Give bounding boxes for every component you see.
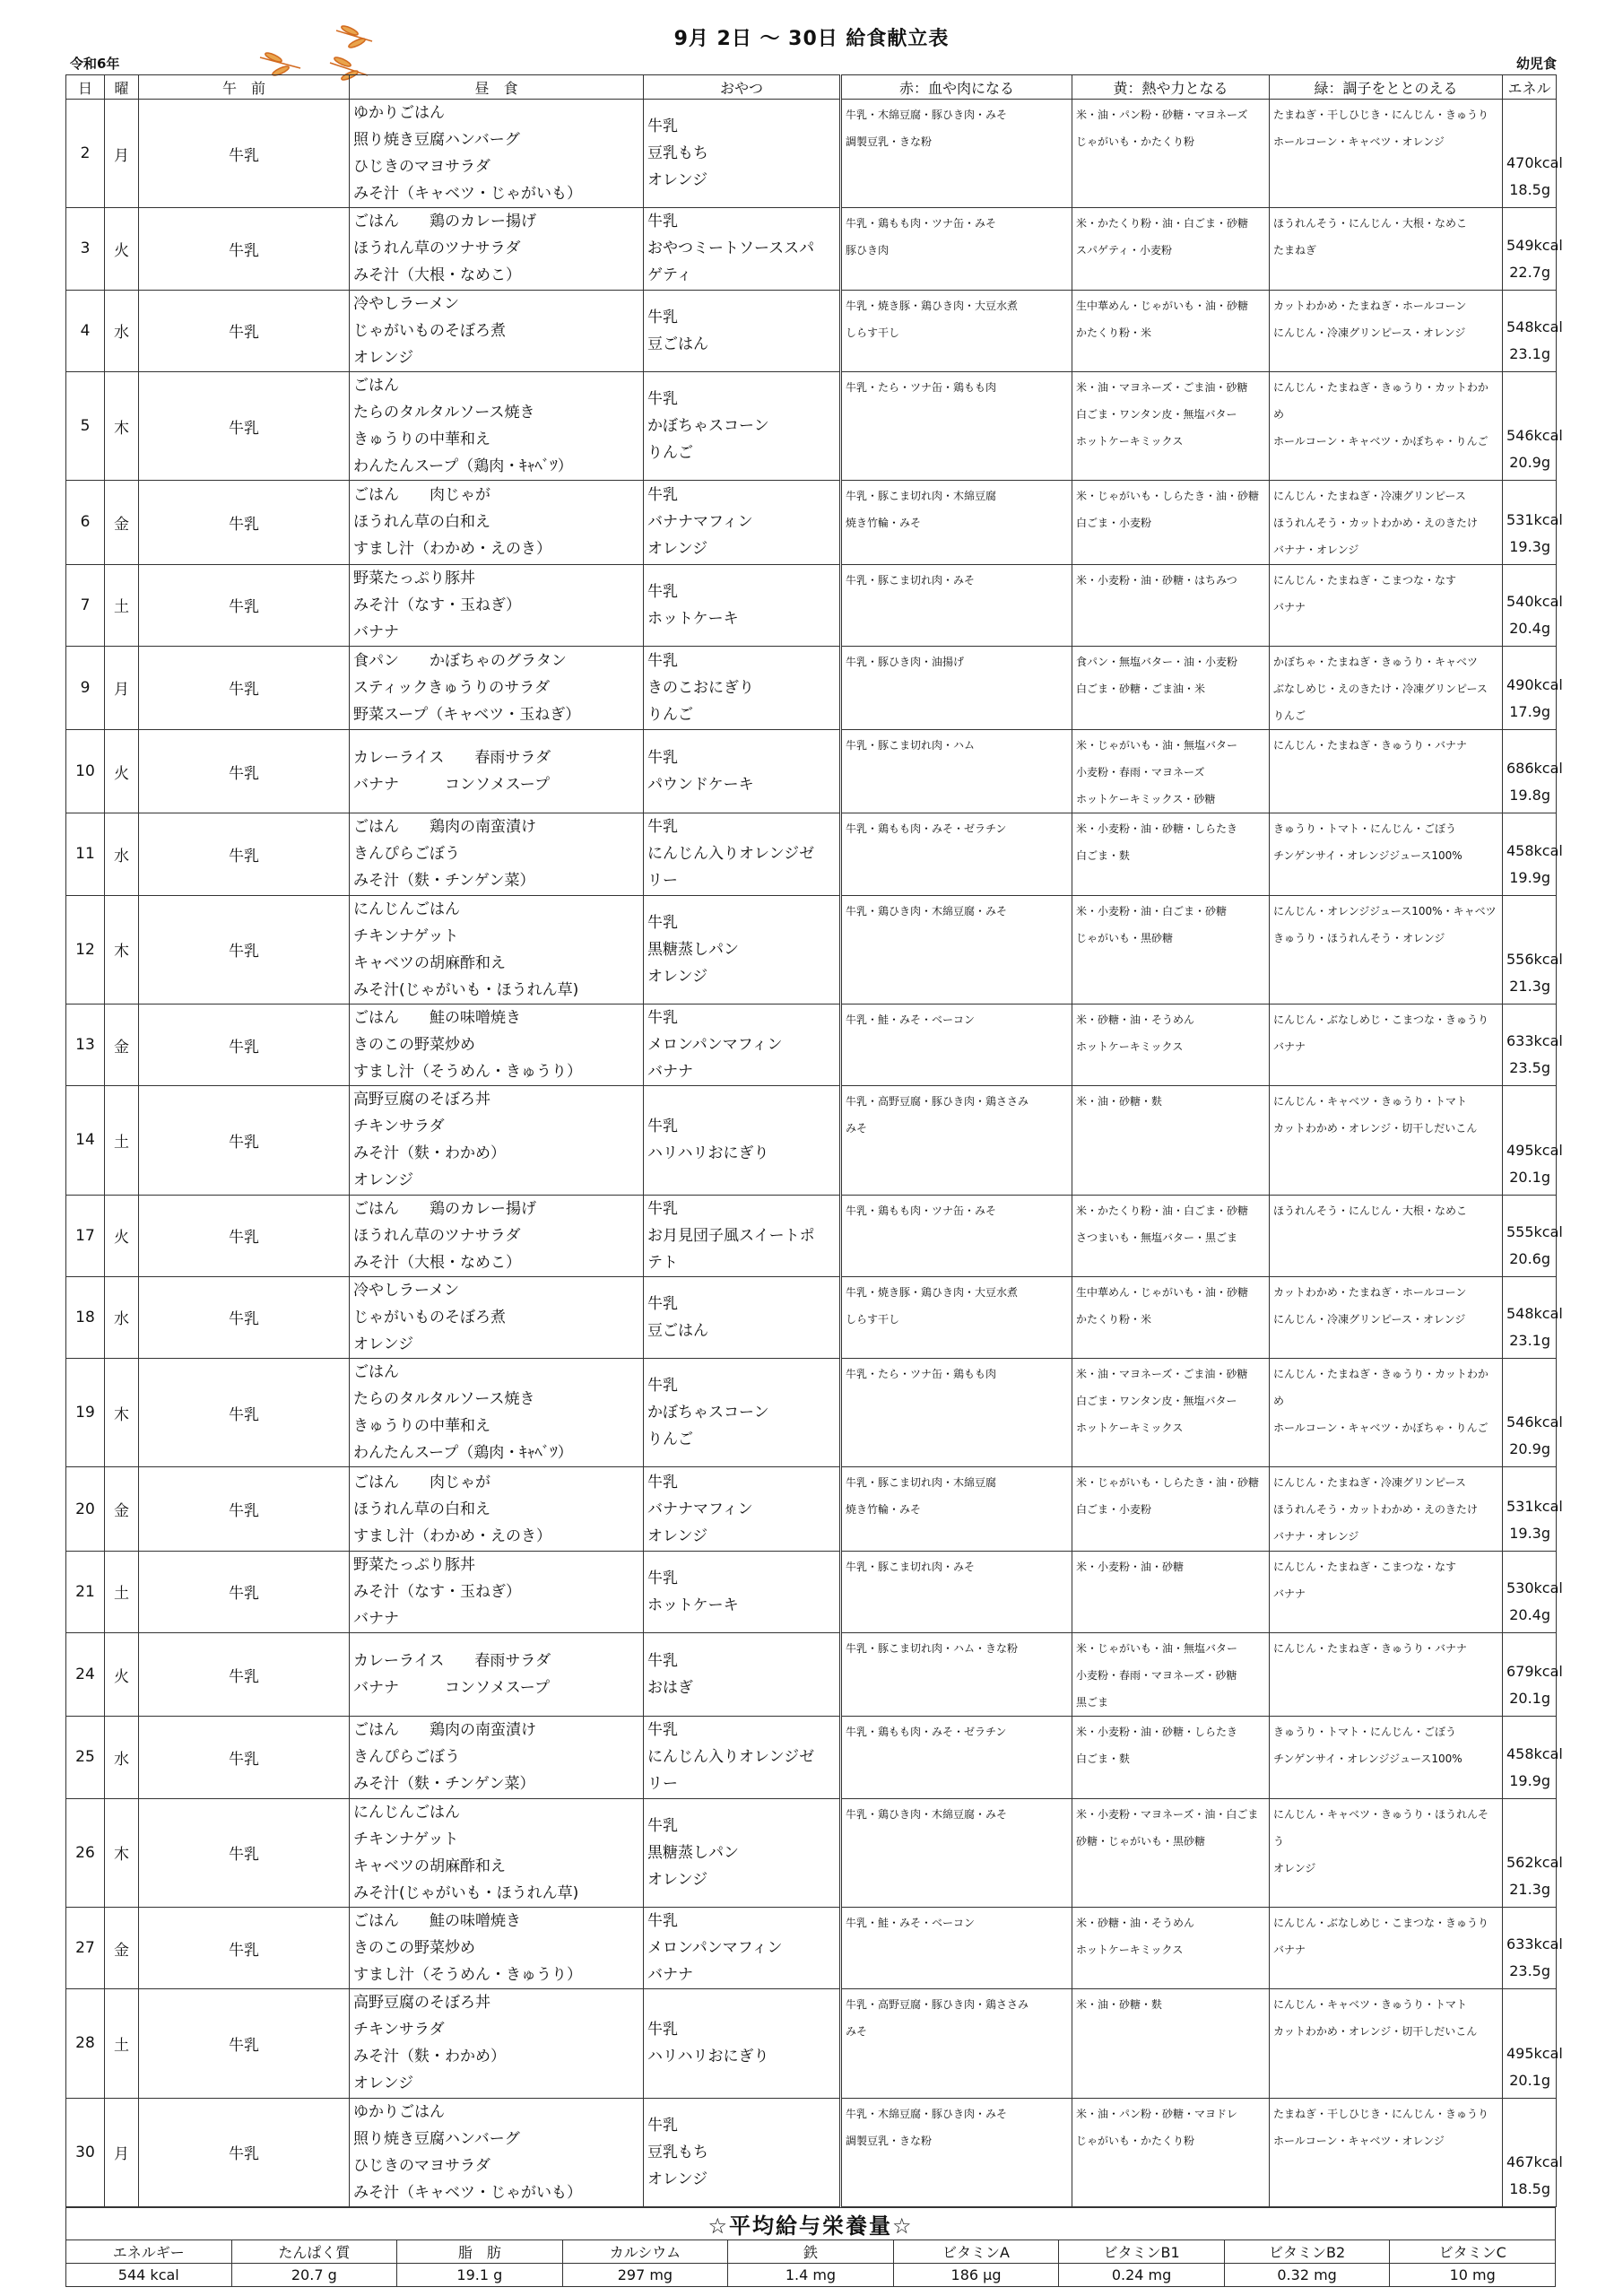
menu-green-group: にんじん・たまねぎ・冷凍グリンピース ほうれんそう・カットわかめ・えのきたけ バナナ・オレンジ <box>1270 1467 1503 1551</box>
menu-lunch: ごはん 鶏のカレー揚げ ほうれん草のツナサラダ みそ汁（大根・なめこ） <box>350 1195 644 1276</box>
menu-yellow-group: 米・小麦粉・油・砂糖 <box>1072 1551 1270 1632</box>
header-snack: おやつ <box>644 75 841 100</box>
menu-snack: 牛乳 かぼちゃスコーン りんご <box>644 371 841 480</box>
menu-yellow-group: 米・じゃがいも・油・無塩バター 小麦粉・春雨・マヨネーズ ホットケーキミックス・砂糖 <box>1072 730 1270 813</box>
menu-green-group: カットわかめ・たまねぎ・ホールコーン にんじん・冷凍グリンピース・オレンジ <box>1270 1276 1503 1358</box>
menu-snack: 牛乳 黒糖蒸しパン オレンジ <box>644 895 841 1004</box>
menu-energy: 548kcal 23.1g <box>1503 290 1557 371</box>
menu-yellow-group: 米・じゃがいも・油・無塩バター 小麦粉・春雨・マヨネーズ・砂糖 黒ごま <box>1072 1632 1270 1716</box>
menu-lunch: 高野豆腐のそぼろ丼 チキンサラダ みそ汁（麩・わかめ） オレンジ <box>350 1086 644 1195</box>
menu-green-group: にんじん・たまねぎ・冷凍グリンピース ほうれんそう・カットわかめ・えのきたけ バナナ・オレンジ <box>1270 481 1503 564</box>
average-value: 10 mg <box>1390 2264 1556 2287</box>
menu-day: 27 <box>66 1907 105 1988</box>
menu-snack: 牛乳 メロンパンマフィン バナナ <box>644 1907 841 1988</box>
menu-green-group: にんじん・たまねぎ・こまつな・なす バナナ <box>1270 1551 1503 1632</box>
table-row <box>66 564 1557 646</box>
menu-lunch: 野菜たっぷり豚丼 みそ汁（なす・玉ねぎ） バナナ <box>350 1551 644 1632</box>
menu-energy: 546kcal 20.9g <box>1503 1359 1557 1467</box>
menu-day: 3 <box>66 208 105 290</box>
menu-day: 4 <box>66 290 105 371</box>
menu-green-group: たまねぎ・干しひじき・にんじん・きゅうり ホールコーン・キャベツ・オレンジ <box>1270 100 1503 208</box>
menu-day: 24 <box>66 1632 105 1716</box>
menu-snack: 牛乳 豆ごはん <box>644 1276 841 1358</box>
menu-lunch: ごはん 鮭の味噌焼き きのこの野菜炒め すまし汁（そうめん・きゅうり） <box>350 1907 644 1988</box>
menu-green-group: にんじん・ぶなしめじ・こまつな・きゅうり バナナ <box>1270 1907 1503 1988</box>
menu-yellow-group: 米・かたくり粉・油・白ごま・砂糖 さつまいも・無塩バター・黒ごま <box>1072 1195 1270 1276</box>
menu-red-group: 牛乳・豚こま切れ肉・みそ <box>841 564 1072 646</box>
average-label: 脂 肪 <box>397 2240 563 2264</box>
menu-morning: 牛乳 <box>139 813 350 895</box>
menu-snack: 牛乳 メロンパンマフィン バナナ <box>644 1004 841 1085</box>
menu-green-group: たまねぎ・干しひじき・にんじん・きゅうり ホールコーン・キャベツ・オレンジ <box>1270 2098 1503 2207</box>
menu-green-group: にんじん・キャベツ・きゅうり・トマト カットわかめ・オレンジ・切干しだいこん <box>1270 1086 1503 1195</box>
header-dow: 曜 <box>105 75 139 100</box>
average-value-row <box>66 2264 1556 2287</box>
menu-day: 12 <box>66 895 105 1004</box>
menu-day-of-week: 火 <box>105 1632 139 1716</box>
menu-energy: 549kcal 22.7g <box>1503 208 1557 290</box>
menu-yellow-group: 米・油・マヨネーズ・ごま油・砂糖 白ごま・ワンタン皮・無塩バター ホットケーキミックス <box>1072 1359 1270 1467</box>
menu-snack: 牛乳 バナナマフィン オレンジ <box>644 1467 841 1551</box>
menu-day-of-week: 水 <box>105 1276 139 1358</box>
category-label: 幼児食 <box>1515 56 1557 72</box>
menu-green-group: にんじん・たまねぎ・きゅうり・カットわかめ ホールコーン・キャベツ・かぼちゃ・りんご <box>1270 1359 1503 1467</box>
menu-energy: 495kcal 20.1g <box>1503 1086 1557 1195</box>
page-title: 9月 2日 〜 30日 給食献立表 <box>673 28 950 50</box>
header-day: 日 <box>66 75 105 100</box>
menu-red-group: 牛乳・鶏もも肉・みそ・ゼラチン <box>841 1717 1072 1798</box>
menu-morning: 牛乳 <box>139 1907 350 1988</box>
menu-red-group: 牛乳・木綿豆腐・豚ひき肉・みそ 調製豆乳・きな粉 <box>841 100 1072 208</box>
table-row <box>66 1632 1557 1716</box>
average-value: 20.7 g <box>231 2264 397 2287</box>
menu-morning: 牛乳 <box>139 1632 350 1716</box>
menu-morning: 牛乳 <box>139 1086 350 1195</box>
average-value: 0.24 mg <box>1059 2264 1225 2287</box>
menu-day: 28 <box>66 1989 105 2098</box>
menu-red-group: 牛乳・高野豆腐・豚ひき肉・鶏ささみ みそ <box>841 1989 1072 2098</box>
menu-day-of-week: 水 <box>105 290 139 371</box>
menu-energy: 555kcal 20.6g <box>1503 1195 1557 1276</box>
menu-day-of-week: 木 <box>105 1359 139 1467</box>
menu-morning: 牛乳 <box>139 1004 350 1085</box>
menu-day-of-week: 月 <box>105 100 139 208</box>
average-value: 0.32 mg <box>1224 2264 1390 2287</box>
menu-green-group: きゅうり・トマト・にんじん・ごぼう チンゲンサイ・オレンジジュース100% <box>1270 813 1503 895</box>
average-value: 297 mg <box>562 2264 728 2287</box>
average-table <box>65 2207 1556 2287</box>
menu-day-of-week: 木 <box>105 371 139 480</box>
menu-morning: 牛乳 <box>139 1717 350 1798</box>
menu-yellow-group: 米・砂糖・油・そうめん ホットケーキミックス <box>1072 1004 1270 1085</box>
menu-snack: 牛乳 豆乳もち オレンジ <box>644 100 841 208</box>
menu-day-of-week: 土 <box>105 1989 139 2098</box>
average-nutrition <box>65 2207 1556 2283</box>
average-label: ビタミンA <box>893 2240 1059 2264</box>
table-row <box>66 1551 1557 1632</box>
menu-day-of-week: 水 <box>105 1717 139 1798</box>
menu-day-of-week: 金 <box>105 1467 139 1551</box>
menu-lunch: ごはん 鮭の味噌焼き きのこの野菜炒め すまし汁（そうめん・きゅうり） <box>350 1004 644 1085</box>
menu-yellow-group: 米・小麦粉・油・砂糖・しらたき 白ごま・麩 <box>1072 1717 1270 1798</box>
menu-red-group: 牛乳・たら・ツナ缶・鶏もも肉 <box>841 371 1072 480</box>
menu-day: 17 <box>66 1195 105 1276</box>
table-row <box>66 1717 1557 1798</box>
menu-snack: 牛乳 ホットケーキ <box>644 564 841 646</box>
average-label-row <box>66 2240 1556 2264</box>
menu-red-group: 牛乳・たら・ツナ缶・鶏もも肉 <box>841 1359 1072 1467</box>
menu-energy: 540kcal 20.4g <box>1503 564 1557 646</box>
menu-energy: 531kcal 19.3g <box>1503 481 1557 564</box>
menu-energy: 530kcal 20.4g <box>1503 1551 1557 1632</box>
menu-morning: 牛乳 <box>139 1359 350 1467</box>
table-row <box>66 1276 1557 1358</box>
menu-morning: 牛乳 <box>139 290 350 371</box>
average-value: 1.4 mg <box>728 2264 894 2287</box>
menu-energy: 556kcal 21.3g <box>1503 895 1557 1004</box>
era-label: 令和6年 <box>70 56 120 72</box>
menu-snack: 牛乳 ハリハリおにぎり <box>644 1086 841 1195</box>
menu-green-group: にんじん・たまねぎ・こまつな・なす バナナ <box>1270 564 1503 646</box>
menu-energy: 467kcal 18.5g <box>1503 2098 1557 2207</box>
menu-snack: 牛乳 ハリハリおにぎり <box>644 1989 841 2098</box>
menu-red-group: 牛乳・焼き豚・鶏ひき肉・大豆水煮 しらす干し <box>841 290 1072 371</box>
menu-snack: 牛乳 にんじん入りオレンジゼ リー <box>644 1717 841 1798</box>
menu-day-of-week: 金 <box>105 1907 139 1988</box>
menu-energy: 490kcal 17.9g <box>1503 646 1557 729</box>
menu-lunch: カレーライス 春雨サラダ バナナ コンソメスープ <box>350 1632 644 1716</box>
menu-snack: 牛乳 豆乳もち オレンジ <box>644 2098 841 2207</box>
menu-yellow-group: 米・油・パン粉・砂糖・マヨドレ じゃがいも・かたくり粉 <box>1072 2098 1270 2207</box>
menu-red-group: 牛乳・豚こま切れ肉・みそ <box>841 1551 1072 1632</box>
menu-snack: 牛乳 豆ごはん <box>644 290 841 371</box>
menu-energy: 562kcal 21.3g <box>1503 1798 1557 1907</box>
menu-yellow-group: 食パン・無塩バター・油・小麦粉 白ごま・砂糖・ごま油・米 <box>1072 646 1270 729</box>
menu-lunch: 野菜たっぷり豚丼 みそ汁（なす・玉ねぎ） バナナ <box>350 564 644 646</box>
menu-yellow-group: 生中華めん・じゃがいも・油・砂糖 かたくり粉・米 <box>1072 1276 1270 1358</box>
table-row <box>66 813 1557 895</box>
menu-day-of-week: 土 <box>105 1086 139 1195</box>
table-row <box>66 371 1557 480</box>
menu-day: 7 <box>66 564 105 646</box>
menu-day: 18 <box>66 1276 105 1358</box>
table-row <box>66 1086 1557 1195</box>
table-row <box>66 730 1557 813</box>
menu-day: 14 <box>66 1086 105 1195</box>
menu-red-group: 牛乳・鮭・みそ・ベーコン <box>841 1907 1072 1988</box>
menu-day-of-week: 木 <box>105 1798 139 1907</box>
menu-yellow-group: 米・かたくり粉・油・白ごま・砂糖 スパゲティ・小麦粉 <box>1072 208 1270 290</box>
menu-red-group: 牛乳・豚こま切れ肉・木綿豆腐 焼き竹輪・みそ <box>841 481 1072 564</box>
menu-yellow-group: 米・小麦粉・油・砂糖・しらたき 白ごま・麩 <box>1072 813 1270 895</box>
menu-green-group: にんじん・オレンジジュース100%・キャベツ きゅうり・ほうれんそう・オレンジ <box>1270 895 1503 1004</box>
menu-red-group: 牛乳・鮭・みそ・ベーコン <box>841 1004 1072 1085</box>
average-label: たんぱく質 <box>231 2240 397 2264</box>
menu-yellow-group: 米・小麦粉・マヨネーズ・油・白ごま 砂糖・じゃがいも・黒砂糖 <box>1072 1798 1270 1907</box>
menu-snack: 牛乳 おはぎ <box>644 1632 841 1716</box>
header-morning: 午 前 <box>139 75 350 100</box>
menu-energy: 458kcal 19.9g <box>1503 1717 1557 1798</box>
menu-day-of-week: 火 <box>105 730 139 813</box>
average-value: 544 kcal <box>66 2264 232 2287</box>
menu-day-of-week: 金 <box>105 1004 139 1085</box>
menu-day-of-week: 土 <box>105 564 139 646</box>
menu-energy: 686kcal 19.8g <box>1503 730 1557 813</box>
menu-yellow-group: 米・油・パン粉・砂糖・マヨネーズ じゃがいも・かたくり粉 <box>1072 100 1270 208</box>
header-yellow: 黄：熱や力となる <box>1072 75 1270 100</box>
menu-lunch: ごはん たらのタルタルソース焼き きゅうりの中華和え わんたんスープ（鶏肉・ｷｬﾍﾞﾂ） <box>350 371 644 480</box>
menu-day-of-week: 水 <box>105 813 139 895</box>
menu-energy: 546kcal 20.9g <box>1503 371 1557 480</box>
menu-day: 26 <box>66 1798 105 1907</box>
menu-morning: 牛乳 <box>139 895 350 1004</box>
menu-day-of-week: 月 <box>105 646 139 729</box>
menu-green-group: ほうれんそう・にんじん・大根・なめこ <box>1270 1195 1503 1276</box>
menu-morning: 牛乳 <box>139 1276 350 1358</box>
menu-lunch: ごはん たらのタルタルソース焼き きゅうりの中華和え わんたんスープ（鶏肉・ｷｬﾍﾞﾂ） <box>350 1359 644 1467</box>
menu-day: 19 <box>66 1359 105 1467</box>
menu-morning: 牛乳 <box>139 1467 350 1551</box>
menu-morning: 牛乳 <box>139 730 350 813</box>
menu-red-group: 牛乳・鶏もも肉・ツナ缶・みそ <box>841 1195 1072 1276</box>
menu-lunch: カレーライス 春雨サラダ バナナ コンソメスープ <box>350 730 644 813</box>
menu-lunch: ゆかりごはん 照り焼き豆腐ハンバーグ ひじきのマヨサラダ みそ汁（キャベツ・じゃがいも） <box>350 100 644 208</box>
menu-lunch: 食パン かぼちゃのグラタン スティックきゅうりのサラダ 野菜スープ（キャベツ・玉ねぎ） <box>350 646 644 729</box>
menu-table <box>65 74 1563 2207</box>
table-row <box>66 1467 1557 1551</box>
menu-red-group: 牛乳・豚こま切れ肉・ハム <box>841 730 1072 813</box>
menu-green-group: にんじん・たまねぎ・きゅうり・バナナ <box>1270 730 1503 813</box>
menu-lunch: ごはん 肉じゃが ほうれん草の白和え すまし汁（わかめ・えのき） <box>350 1467 644 1551</box>
menu-table-container <box>65 74 1563 2207</box>
table-row <box>66 1004 1557 1085</box>
menu-yellow-group: 米・油・マヨネーズ・ごま油・砂糖 白ごま・ワンタン皮・無塩バター ホットケーキミックス <box>1072 371 1270 480</box>
menu-morning: 牛乳 <box>139 1551 350 1632</box>
menu-morning: 牛乳 <box>139 481 350 564</box>
menu-energy: 495kcal 20.1g <box>1503 1989 1557 2098</box>
menu-morning: 牛乳 <box>139 371 350 480</box>
menu-day-of-week: 火 <box>105 1195 139 1276</box>
menu-yellow-group: 米・砂糖・油・そうめん ホットケーキミックス <box>1072 1907 1270 1988</box>
table-row <box>66 895 1557 1004</box>
menu-day: 9 <box>66 646 105 729</box>
menu-red-group: 牛乳・鶏もも肉・ツナ缶・みそ 豚ひき肉 <box>841 208 1072 290</box>
menu-snack: 牛乳 にんじん入りオレンジゼ リー <box>644 813 841 895</box>
menu-energy: 633kcal 23.5g <box>1503 1907 1557 1988</box>
menu-green-group: かぼちゃ・たまねぎ・きゅうり・キャベツ ぶなしめじ・えのきたけ・冷凍グリンピース りんご <box>1270 646 1503 729</box>
table-row <box>66 481 1557 564</box>
menu-red-group: 牛乳・豚こま切れ肉・木綿豆腐 焼き竹輪・みそ <box>841 1467 1072 1551</box>
menu-lunch: 高野豆腐のそぼろ丼 チキンサラダ みそ汁（麩・わかめ） オレンジ <box>350 1989 644 2098</box>
menu-day: 30 <box>66 2098 105 2207</box>
table-row <box>66 646 1557 729</box>
menu-morning: 牛乳 <box>139 1798 350 1907</box>
menu-yellow-group: 米・小麦粉・油・砂糖・はちみつ <box>1072 564 1270 646</box>
menu-yellow-group: 生中華めん・じゃがいも・油・砂糖 かたくり粉・米 <box>1072 290 1270 371</box>
average-label: エネルギー <box>66 2240 232 2264</box>
menu-lunch: ゆかりごはん 照り焼き豆腐ハンバーグ ひじきのマヨサラダ みそ汁（キャベツ・じゃがいも） <box>350 2098 644 2207</box>
menu-day: 2 <box>66 100 105 208</box>
menu-morning: 牛乳 <box>139 646 350 729</box>
menu-yellow-group: 米・小麦粉・油・白ごま・砂糖 じゃがいも・黒砂糖 <box>1072 895 1270 1004</box>
menu-energy: 531kcal 19.3g <box>1503 1467 1557 1551</box>
menu-red-group: 牛乳・鶏ひき肉・木綿豆腐・みそ <box>841 1798 1072 1907</box>
menu-day-of-week: 火 <box>105 208 139 290</box>
menu-day: 20 <box>66 1467 105 1551</box>
menu-green-group: きゅうり・トマト・にんじん・ごぼう チンゲンサイ・オレンジジュース100% <box>1270 1717 1503 1798</box>
menu-yellow-group: 米・油・砂糖・麩 <box>1072 1989 1270 2098</box>
menu-green-group: にんじん・キャベツ・きゅうり・ほうれんそう オレンジ <box>1270 1798 1503 1907</box>
header-red: 赤：血や肉になる <box>841 75 1072 100</box>
menu-green-group: カットわかめ・たまねぎ・ホールコーン にんじん・冷凍グリンピース・オレンジ <box>1270 290 1503 371</box>
menu-green-group: にんじん・キャベツ・きゅうり・トマト カットわかめ・オレンジ・切干しだいこん <box>1270 1989 1503 2098</box>
menu-snack: 牛乳 きのこおにぎり りんご <box>644 646 841 729</box>
menu-lunch: 冷やしラーメン じゃがいものそぼろ煮 オレンジ <box>350 1276 644 1358</box>
menu-snack: 牛乳 パウンドケーキ <box>644 730 841 813</box>
menu-energy: 470kcal 18.5g <box>1503 100 1557 208</box>
menu-red-group: 牛乳・焼き豚・鶏ひき肉・大豆水煮 しらす干し <box>841 1276 1072 1358</box>
menu-red-group: 牛乳・鶏もも肉・みそ・ゼラチン <box>841 813 1072 895</box>
menu-yellow-group: 米・じゃがいも・しらたき・油・砂糖 白ごま・小麦粉 <box>1072 481 1270 564</box>
menu-day: 6 <box>66 481 105 564</box>
menu-body <box>66 100 1563 2207</box>
table-row <box>66 290 1557 371</box>
menu-day-of-week: 木 <box>105 895 139 1004</box>
menu-yellow-group: 米・じゃがいも・しらたき・油・砂糖 白ごま・小麦粉 <box>1072 1467 1270 1551</box>
menu-snack: 牛乳 お月見団子風スイートポ テト <box>644 1195 841 1276</box>
table-row <box>66 1195 1557 1276</box>
menu-morning: 牛乳 <box>139 100 350 208</box>
header-row <box>66 75 1557 100</box>
menu-lunch: にんじんごはん チキンナゲット キャベツの胡麻酢和え みそ汁(じゃがいも・ほうれん草) <box>350 895 644 1004</box>
menu-lunch: ごはん 鶏のカレー揚げ ほうれん草のツナサラダ みそ汁（大根・なめこ） <box>350 208 644 290</box>
menu-day: 11 <box>66 813 105 895</box>
table-row <box>66 100 1557 208</box>
menu-green-group: にんじん・たまねぎ・きゅうり・バナナ <box>1270 1632 1503 1716</box>
average-title: ☆平均給与栄養量☆ <box>66 2208 1556 2240</box>
menu-day: 25 <box>66 1717 105 1798</box>
menu-energy: 633kcal 23.5g <box>1503 1004 1557 1085</box>
menu-day-of-week: 金 <box>105 481 139 564</box>
average-label: ビタミンB2 <box>1224 2240 1390 2264</box>
menu-day-of-week: 土 <box>105 1551 139 1632</box>
menu-day: 13 <box>66 1004 105 1085</box>
menu-red-group: 牛乳・鶏ひき肉・木綿豆腐・みそ <box>841 895 1072 1004</box>
menu-morning: 牛乳 <box>139 1195 350 1276</box>
dragonfly-icon <box>260 51 300 77</box>
menu-snack: 牛乳 バナナマフィン オレンジ <box>644 481 841 564</box>
menu-snack: 牛乳 かぼちゃスコーン りんご <box>644 1359 841 1467</box>
menu-red-group: 牛乳・木綿豆腐・豚ひき肉・みそ 調製豆乳・きな粉 <box>841 2098 1072 2207</box>
menu-day: 5 <box>66 371 105 480</box>
menu-yellow-group: 米・油・砂糖・麩 <box>1072 1086 1270 1195</box>
dragonfly-icon <box>336 24 372 49</box>
menu-morning: 牛乳 <box>139 208 350 290</box>
table-row <box>66 1798 1557 1907</box>
menu-lunch: ごはん 鶏肉の南蛮漬け きんぴらごぼう みそ汁（麩・チンゲン菜） <box>350 1717 644 1798</box>
menu-lunch: 冷やしラーメン じゃがいものそぼろ煮 オレンジ <box>350 290 644 371</box>
average-value: 19.1 g <box>397 2264 563 2287</box>
menu-day-of-week: 月 <box>105 2098 139 2207</box>
menu-morning: 牛乳 <box>139 564 350 646</box>
table-row <box>66 1907 1557 1988</box>
average-label: ビタミンC <box>1390 2240 1556 2264</box>
menu-snack: 牛乳 おやつミートソーススパ ゲティ <box>644 208 841 290</box>
header-lunch: 昼 食 <box>350 75 644 100</box>
table-row <box>66 1989 1557 2098</box>
average-label: カルシウム <box>562 2240 728 2264</box>
menu-morning: 牛乳 <box>139 1989 350 2098</box>
menu-day: 10 <box>66 730 105 813</box>
menu-green-group: ほうれんそう・にんじん・大根・なめこ たまねぎ <box>1270 208 1503 290</box>
menu-day: 21 <box>66 1551 105 1632</box>
menu-snack: 牛乳 黒糖蒸しパン オレンジ <box>644 1798 841 1907</box>
menu-red-group: 牛乳・豚こま切れ肉・ハム・きな粉 <box>841 1632 1072 1716</box>
header-energy: エネル <box>1503 75 1557 100</box>
menu-lunch: ごはん 鶏肉の南蛮漬け きんぴらごぼう みそ汁（麩・チンゲン菜） <box>350 813 644 895</box>
average-label: ビタミンB1 <box>1059 2240 1225 2264</box>
menu-green-group: にんじん・ぶなしめじ・こまつな・きゅうり バナナ <box>1270 1004 1503 1085</box>
table-row <box>66 208 1557 290</box>
menu-green-group: にんじん・たまねぎ・きゅうり・カットわかめ ホールコーン・キャベツ・かぼちゃ・りんご <box>1270 371 1503 480</box>
average-label: 鉄 <box>728 2240 894 2264</box>
menu-snack: 牛乳 ホットケーキ <box>644 1551 841 1632</box>
header-green: 緑：調子をととのえる <box>1270 75 1503 100</box>
menu-red-group: 牛乳・高野豆腐・豚ひき肉・鶏ささみ みそ <box>841 1086 1072 1195</box>
menu-energy: 548kcal 23.1g <box>1503 1276 1557 1358</box>
menu-lunch: ごはん 肉じゃが ほうれん草の白和え すまし汁（わかめ・えのき） <box>350 481 644 564</box>
table-row <box>66 2098 1557 2207</box>
menu-energy: 679kcal 20.1g <box>1503 1632 1557 1716</box>
average-value: 186 μg <box>893 2264 1059 2287</box>
menu-morning: 牛乳 <box>139 2098 350 2207</box>
menu-lunch: にんじんごはん チキンナゲット キャベツの胡麻酢和え みそ汁(じゃがいも・ほうれん草) <box>350 1798 644 1907</box>
menu-red-group: 牛乳・豚ひき肉・油揚げ <box>841 646 1072 729</box>
menu-energy: 458kcal 19.9g <box>1503 813 1557 895</box>
table-row <box>66 1359 1557 1467</box>
